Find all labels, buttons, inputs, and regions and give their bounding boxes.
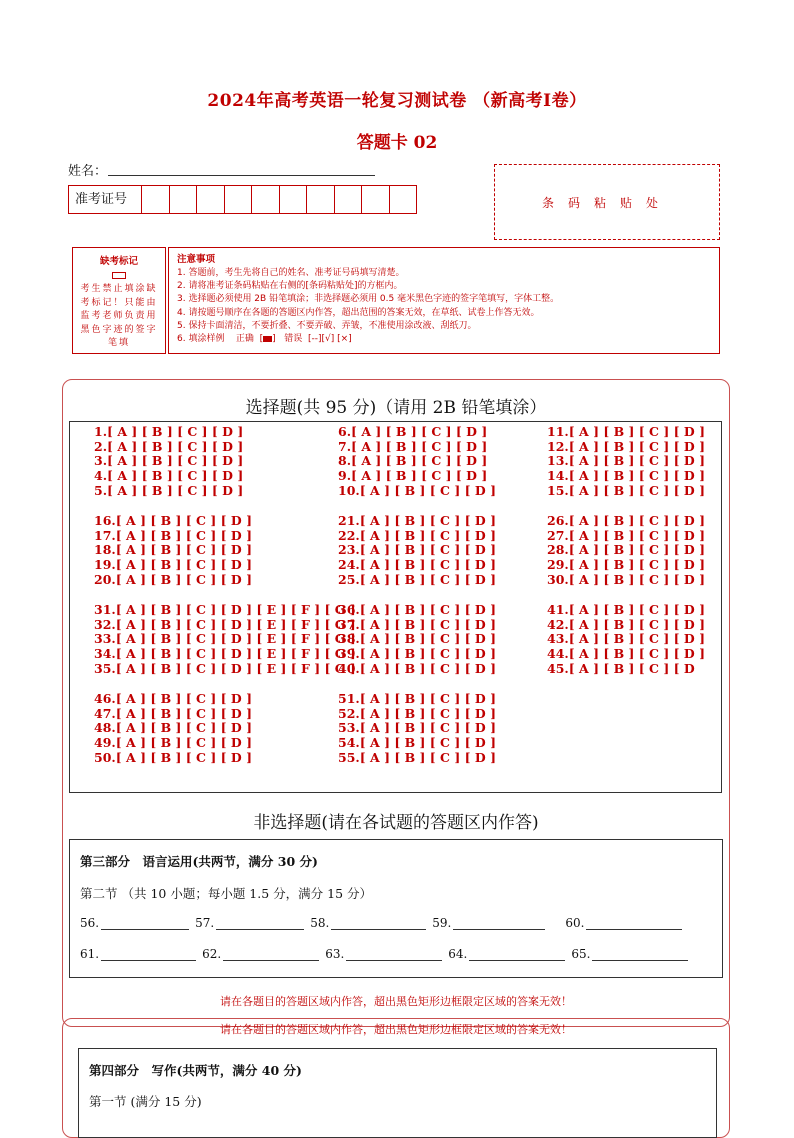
choice-group <box>547 603 705 676</box>
choice-question[interactable]: 52.[ A ] [ B ] [ C ] [ D ] <box>338 705 496 721</box>
choice-question[interactable]: 23.[ A ] [ B ] [ C ] [ D ] <box>338 542 496 558</box>
choice-question[interactable]: 31.[ A ] [ B ] [ C ] [ D ] [ E ] [ F ] [ G ] <box>94 602 356 618</box>
barcode-area <box>494 164 720 240</box>
choice-question[interactable]: 37.[ A ] [ B ] [ C ] [ D ] <box>338 616 496 632</box>
choice-question[interactable]: 24.[ A ] [ B ] [ C ] [ D ] <box>338 557 496 573</box>
choice-question[interactable]: 48.[ A ] [ B ] [ C ] [ D ] <box>94 720 252 736</box>
absent-box <box>72 247 166 354</box>
exam-id-cell[interactable] <box>252 186 280 213</box>
wrong-label: 错误 <box>284 334 303 345</box>
choice-question[interactable]: 2.[ A ] [ B ] [ C ] [ D ] <box>94 438 244 454</box>
blank-number: 61. <box>80 947 100 961</box>
exam-id-cell[interactable] <box>280 186 308 213</box>
blank-number: 58. <box>310 916 330 930</box>
blank-item <box>202 947 325 961</box>
exam-id-cell[interactable] <box>362 186 390 213</box>
note-item: 1. 答题前，考生先将自己的姓名、准考证号码填写清楚。 <box>177 268 405 278</box>
choice-question[interactable]: 19.[ A ] [ B ] [ C ] [ D ] <box>94 557 252 573</box>
blank-number: 64. <box>448 947 468 961</box>
blank-item <box>325 947 448 961</box>
choice-group <box>338 514 496 587</box>
blank-item <box>310 916 432 930</box>
page-subtitle: 答题卡 02 <box>356 133 438 153</box>
choice-question[interactable]: 32.[ A ] [ B ] [ C ] [ D ] [ E ] [ F ] [ G ] <box>94 616 356 632</box>
part4-section: 第一节 (满分 15 分) <box>89 1094 202 1109</box>
choice-group <box>94 514 356 587</box>
choice-question[interactable]: 42.[ A ] [ B ] [ C ] [ D ] <box>547 616 705 632</box>
choice-question[interactable]: 30.[ A ] [ B ] [ C ] [ D ] <box>547 571 705 587</box>
blank-number: 59. <box>432 916 452 930</box>
answer-blank[interactable] <box>586 916 682 930</box>
choice-question[interactable]: 45.[ A ] [ B ] [ C ] [ D <box>547 660 695 676</box>
choice-question[interactable]: 13.[ A ] [ B ] [ C ] [ D ] <box>547 453 705 469</box>
exam-id-label: 准考证号 <box>69 186 142 213</box>
choice-question[interactable]: 10.[ A ] [ B ] [ C ] [ D ] <box>338 482 496 498</box>
choice-question[interactable]: 26.[ A ] [ B ] [ C ] [ D ] <box>547 513 705 529</box>
exam-id-cell[interactable] <box>335 186 363 213</box>
correct-label: 正确 <box>235 334 254 345</box>
choice-question[interactable]: 7.[ A ] [ B ] [ C ] [ D ] <box>338 438 488 454</box>
choice-question[interactable]: 51.[ A ] [ B ] [ C ] [ D ] <box>338 691 496 707</box>
choice-question[interactable]: 14.[ A ] [ B ] [ C ] [ D ] <box>547 468 705 484</box>
boundary-warning-2: 请在各题目的答题区域内作答，超出黑色矩形边框限定区域的答案无效！ <box>220 1023 572 1036</box>
choice-question[interactable]: 38.[ A ] [ B ] [ C ] [ D ] <box>338 631 496 647</box>
exam-id-cell[interactable] <box>225 186 253 213</box>
notes-box <box>168 247 720 354</box>
blank-item <box>565 916 688 930</box>
answer-blank[interactable] <box>101 916 189 930</box>
choice-question[interactable]: 35.[ A ] [ B ] [ C ] [ D ] [ E ] [ F ] [ G ] <box>94 660 356 676</box>
part4-title: 第四部分 写作(共两节，满分 40 分) <box>89 1063 302 1078</box>
choice-question[interactable]: 54.[ A ] [ B ] [ C ] [ D ] <box>338 735 496 751</box>
correct-fill-sample <box>263 336 272 342</box>
choice-column <box>94 425 356 781</box>
answer-blank[interactable] <box>223 947 319 961</box>
answer-blank[interactable] <box>216 916 304 930</box>
sample-label: 6. 填涂样例 <box>177 334 225 345</box>
choice-question[interactable]: 44.[ A ] [ B ] [ C ] [ D ] <box>547 646 705 662</box>
answer-blank[interactable] <box>469 947 565 961</box>
exam-id-cell[interactable] <box>307 186 335 213</box>
choice-group <box>94 603 356 676</box>
answer-blank[interactable] <box>592 947 688 961</box>
absent-mark[interactable] <box>112 272 126 279</box>
part3-title: 第三部分 语言运用(共两节，满分 30 分) <box>80 854 318 869</box>
choice-question[interactable]: 18.[ A ] [ B ] [ C ] [ D ] <box>94 542 252 558</box>
choice-question[interactable]: 5.[ A ] [ B ] [ C ] [ D ] <box>94 482 244 498</box>
blank-item <box>432 916 565 930</box>
choice-question[interactable]: 16.[ A ] [ B ] [ C ] [ D ] <box>94 513 252 529</box>
nonchoice-section-title: 非选择题(请在各试题的答题区内作答) <box>253 813 539 833</box>
name-field[interactable] <box>108 175 375 176</box>
choice-question[interactable]: 55.[ A ] [ B ] [ C ] [ D ] <box>338 749 496 765</box>
choice-question[interactable]: 17.[ A ] [ B ] [ C ] [ D ] <box>94 527 252 543</box>
barcode-label: 条码粘贴处 <box>541 195 672 210</box>
note-item: 3. 选择题必须使用 2B 铅笔填涂；非选择题必须用 0.5 毫米黑色字迹的签字笔填写，字体工整。 <box>177 294 560 305</box>
choice-group <box>547 425 705 498</box>
choice-group <box>547 514 705 587</box>
exam-id-box <box>68 185 417 214</box>
note-item: 5. 保持卡面清洁，不要折叠、不要弄破、弄皱，不准使用涂改液、刮纸刀。 <box>177 320 477 331</box>
choice-group <box>338 692 496 765</box>
choice-question[interactable]: 36.[ A ] [ B ] [ C ] [ D ] <box>338 602 496 618</box>
choice-question[interactable]: 27.[ A ] [ B ] [ C ] [ D ] <box>547 527 705 543</box>
blank-item <box>448 947 571 961</box>
name-label: 姓名： <box>68 164 108 179</box>
exam-id-cell[interactable] <box>170 186 198 213</box>
boundary-warning: 请在各题目的答题区域内作答，超出黑色矩形边框限定区域的答案无效！ <box>220 995 572 1008</box>
answer-blank[interactable] <box>101 947 196 961</box>
choice-group <box>338 603 496 676</box>
choice-question[interactable]: 9.[ A ] [ B ] [ C ] [ D ] <box>338 468 488 484</box>
note-item: 4. 请按题号顺序在各题的答题区内作答，超出范围的答案无效，在草纸、试卷上作答无效。 <box>177 307 540 318</box>
choice-column <box>338 425 496 781</box>
blank-row <box>80 947 694 961</box>
answer-blank[interactable] <box>331 916 426 930</box>
blank-item <box>195 916 310 930</box>
choice-question[interactable]: 21.[ A ] [ B ] [ C ] [ D ] <box>338 513 496 529</box>
notes-title: 注意事项 <box>177 254 216 265</box>
choice-question[interactable]: 3.[ A ] [ B ] [ C ] [ D ] <box>94 453 244 469</box>
blank-number: 62. <box>202 947 222 961</box>
choice-question[interactable]: 28.[ A ] [ B ] [ C ] [ D ] <box>547 542 705 558</box>
choice-question[interactable]: 12.[ A ] [ B ] [ C ] [ D ] <box>547 438 705 454</box>
choice-question[interactable]: 34.[ A ] [ B ] [ C ] [ D ] [ E ] [ F ] [ G ] <box>94 646 356 662</box>
part3-section: 第二节 （共 10 小题；每小题 1.5 分，满分 15 分） <box>80 886 373 901</box>
choice-question[interactable]: 20.[ A ] [ B ] [ C ] [ D ] <box>94 571 252 587</box>
blank-row <box>80 916 688 930</box>
choice-question[interactable]: 6.[ A ] [ B ] [ C ] [ D ] <box>338 424 488 439</box>
blank-number: 57. <box>195 916 215 930</box>
exam-id-cell[interactable] <box>142 186 170 213</box>
blank-number: 60. <box>565 916 585 930</box>
wrong-sample: [--][√] [×] <box>308 334 352 345</box>
blank-item <box>80 947 202 961</box>
note-sample-row: 6. 填涂样例 正确 [ ] 错误 [--][√] [×] <box>177 334 352 345</box>
choice-group <box>94 425 356 498</box>
exam-id-cell[interactable] <box>390 186 417 213</box>
choice-question[interactable]: 47.[ A ] [ B ] [ C ] [ D ] <box>94 705 252 721</box>
choice-column <box>547 425 705 692</box>
choice-question[interactable]: 53.[ A ] [ B ] [ C ] [ D ] <box>338 720 496 736</box>
answer-blank[interactable] <box>453 916 545 930</box>
choice-question[interactable]: 33.[ A ] [ B ] [ C ] [ D ] [ E ] [ F ] [ G ] <box>94 631 356 647</box>
choice-question[interactable]: 22.[ A ] [ B ] [ C ] [ D ] <box>338 527 496 543</box>
absent-note: 考生禁止填涂缺考标记！只能由监考老师负责用黑色字迹的签字笔填 <box>80 284 158 348</box>
choice-question[interactable]: 43.[ A ] [ B ] [ C ] [ D ] <box>547 631 705 647</box>
choice-question[interactable]: 41.[ A ] [ B ] [ C ] [ D ] <box>547 602 705 618</box>
choice-question[interactable]: 50.[ A ] [ B ] [ C ] [ D ] <box>94 749 252 765</box>
choice-section-title: 选择题(共 95 分)（请用 2B 铅笔填涂） <box>245 398 547 418</box>
choice-question[interactable]: 25.[ A ] [ B ] [ C ] [ D ] <box>338 571 496 587</box>
choice-group <box>338 425 496 498</box>
choice-question[interactable]: 15.[ A ] [ B ] [ C ] [ D ] <box>547 482 705 498</box>
blank-number: 56. <box>80 916 100 930</box>
choice-question[interactable]: 4.[ A ] [ B ] [ C ] [ D ] <box>94 468 244 484</box>
choice-question[interactable]: 49.[ A ] [ B ] [ C ] [ D ] <box>94 735 252 751</box>
choice-group <box>94 692 356 765</box>
choice-question[interactable]: 29.[ A ] [ B ] [ C ] [ D ] <box>547 557 705 573</box>
blank-item <box>80 916 195 930</box>
choice-question[interactable]: 11.[ A ] [ B ] [ C ] [ D ] <box>547 424 705 439</box>
choice-question[interactable]: 40.[ A ] [ B ] [ C ] [ D ] <box>338 660 496 676</box>
blank-number: 65. <box>571 947 591 961</box>
exam-id-cell[interactable] <box>197 186 225 213</box>
choice-question[interactable]: 8.[ A ] [ B ] [ C ] [ D ] <box>338 453 488 469</box>
choice-question[interactable]: 46.[ A ] [ B ] [ C ] [ D ] <box>94 691 252 707</box>
page-title: 2024年高考英语一轮复习测试卷 （新高考Ⅰ卷） <box>207 91 587 111</box>
answer-blank[interactable] <box>346 947 442 961</box>
choice-question[interactable]: 39.[ A ] [ B ] [ C ] [ D ] <box>338 646 496 662</box>
blank-number: 63. <box>325 947 345 961</box>
blank-item <box>571 947 694 961</box>
choice-question[interactable]: 1.[ A ] [ B ] [ C ] [ D ] <box>94 424 244 439</box>
note-item: 2. 请将准考证条码粘贴在右侧的[条码粘贴处]的方框内。 <box>177 281 403 292</box>
absent-title: 缺考标记 <box>99 256 138 267</box>
